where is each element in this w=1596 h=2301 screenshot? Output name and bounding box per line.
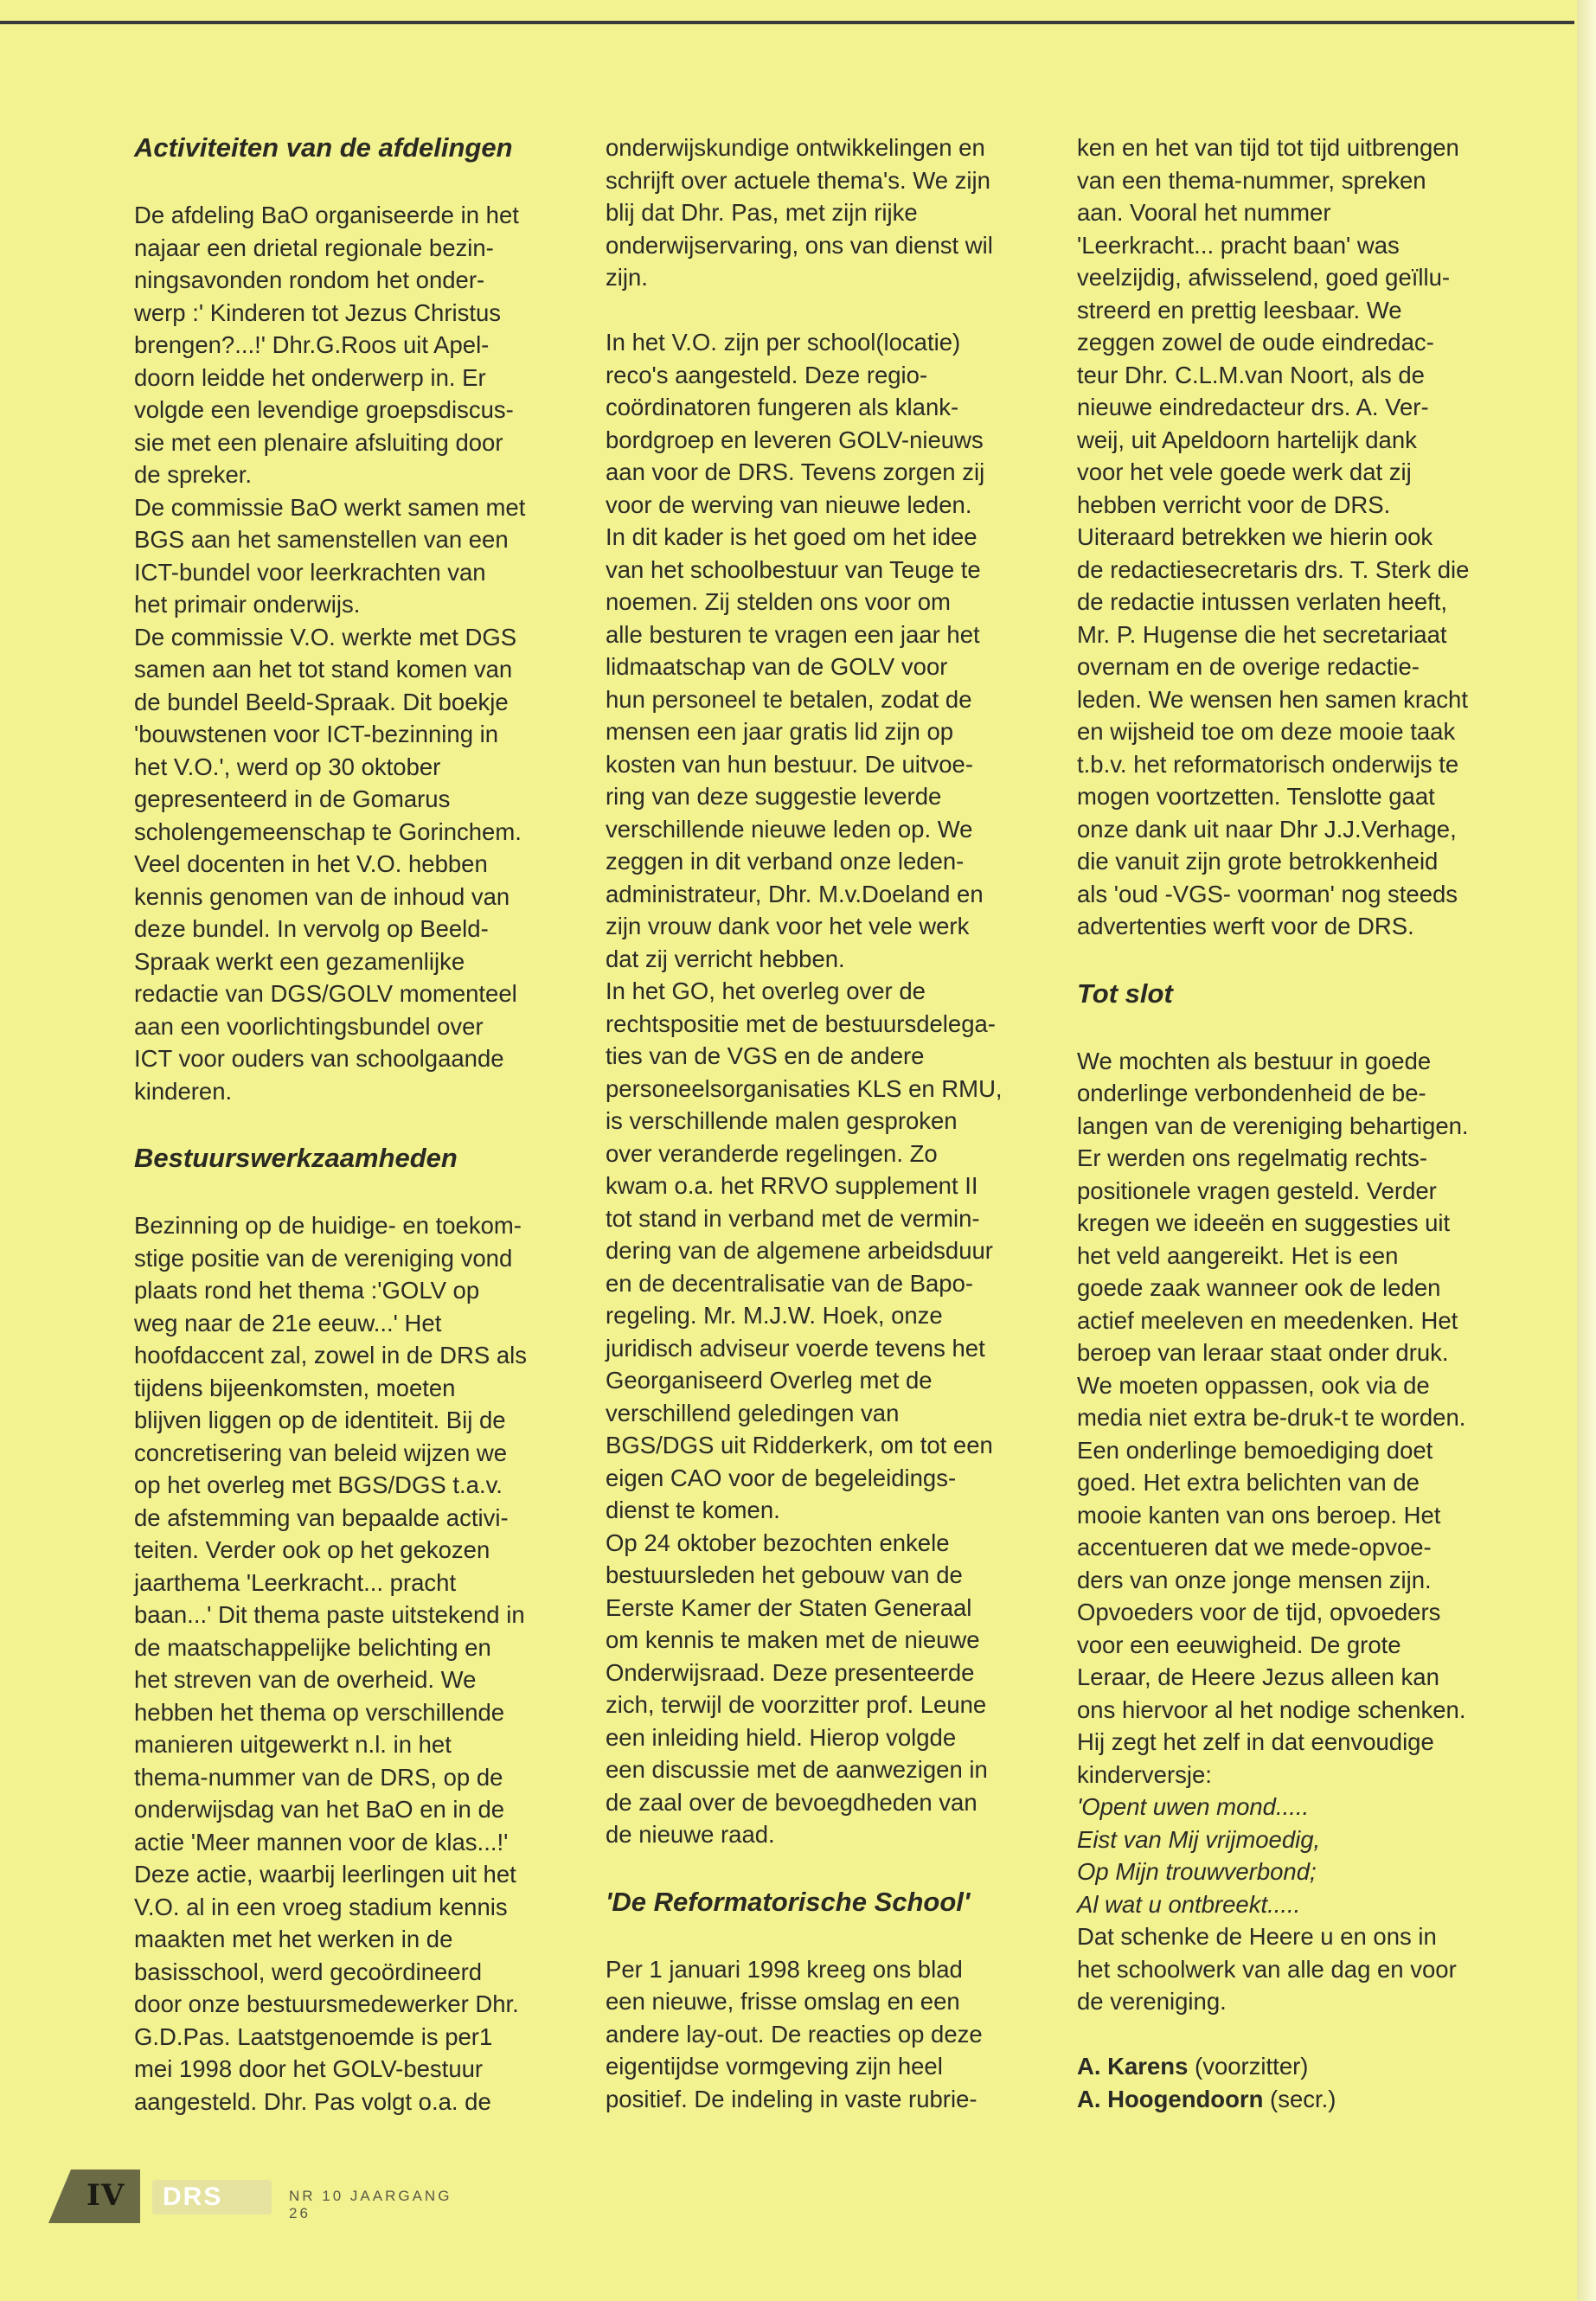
text-line: de maatschappelijke belichting en <box>134 1633 491 1661</box>
text-line: de zaal over de bevoegdheden van <box>606 1788 977 1816</box>
issue-info: NR 10 JAARGANG 26 <box>289 2188 452 2221</box>
text-line: De commissie V.O. werkte met DGS <box>134 623 517 651</box>
text-line: werp :' Kinderen tot Jezus Christus <box>134 298 502 326</box>
text-line: streerd en prettig leesbaar. We <box>1077 296 1402 324</box>
text-line: basisschool, werd gecoördineerd <box>134 1958 483 1985</box>
text-line: concretisering van beleid wijzen we <box>134 1439 508 1466</box>
text-line: veelzijdig, afwisselend, goed geïllu- <box>1077 264 1451 291</box>
text-line: positief. De indeling in vaste rubrie- <box>606 2085 977 2112</box>
text-line: het schoolwerk van alle dag en voor <box>1077 1955 1457 1983</box>
text-line: najaar een drietal regionale bezin- <box>134 234 494 261</box>
text-line: en de decentralisatie van de Bapo- <box>606 1269 974 1297</box>
text-line: aan een voorlichtingsbundel over <box>134 1012 484 1040</box>
text-line: de redactiesecretaris drs. T. Sterk die <box>1077 555 1470 583</box>
text-line: gepresenteerd in de Gomarus <box>134 785 451 812</box>
signature-name: A. Hoogendoorn <box>1077 2085 1264 2112</box>
text-line: plaats rond het thema :'GOLV op <box>134 1277 480 1304</box>
signature-block <box>1077 2050 1509 2115</box>
page-number: IV <box>87 2178 125 2213</box>
text-line: baan...' Dit thema paste uitstekend in <box>134 1601 525 1628</box>
text-line: onderwijsdag van het BaO en in de <box>134 1796 505 1823</box>
text-line: verschillende nieuwe leden op. We <box>606 815 973 843</box>
text-line: De afdeling BaO organiseerde in het <box>134 202 519 228</box>
text-line: zijn vrouw dank voor het vele werk <box>606 913 970 939</box>
text-line: Per 1 januari 1998 kreeg ons blad <box>606 1955 963 1983</box>
text-line: voor de werving van nieuwe leden. <box>606 490 972 518</box>
text-line: regeling. Mr. M.J.W. Hoek, onze <box>606 1302 943 1329</box>
text-line: ons hiervoor al het nodige schenken. <box>1077 1695 1466 1723</box>
text-line: doorn leidde het onderwerp in. Er <box>134 363 486 391</box>
text-line: eigen CAO voor de begeleidings- <box>606 1464 957 1491</box>
text-line: ICT-bundel voor leerkrachten van <box>134 558 486 586</box>
text-line: advertenties werft voor de DRS. <box>1077 913 1414 939</box>
text-line: manieren uitgewerkt n.l. in het <box>134 1731 452 1758</box>
text-line: jaarthema 'Leerkracht... pracht <box>134 1568 457 1596</box>
text-line: mensen een jaar gratis lid zijn op <box>606 718 954 745</box>
text-line: langen van de vereniging behartigen. <box>1077 1112 1469 1139</box>
heading-tot-slot: Tot slot <box>1077 977 1173 1009</box>
text-line: kinderversje: <box>1077 1760 1212 1788</box>
text-line: de redactie intussen verlaten heeft, <box>1077 588 1448 615</box>
text-line: 'bouwstenen voor ICT-bezinning in <box>134 721 499 747</box>
text-line: redactie van DGS/GOLV momenteel <box>134 980 517 1007</box>
text-line: de bundel Beeld-Spraak. Dit boekje <box>134 688 509 715</box>
text-line: Uiteraard betrekken we hierin ook <box>1077 523 1433 550</box>
heading-activiteiten: Activiteiten van de afdelingen <box>134 132 513 163</box>
text-line: overnam en de overige redactie- <box>1077 653 1420 680</box>
text-line: actief meeleven en meedenken. Het <box>1077 1306 1458 1334</box>
paragraph-tot-slot <box>1077 1045 1509 1791</box>
text-line: van het schoolbestuur van Teuge te <box>606 555 981 583</box>
text-line: Eerste Kamer der Staten Generaal <box>606 1593 972 1621</box>
text-line: onderwijskundige ontwikkelingen en <box>606 134 985 161</box>
text-line: hebben verricht voor de DRS. <box>1077 490 1391 518</box>
text-line: ring van deze suggestie leverde <box>606 783 942 810</box>
text-line: Georganiseerd Overleg met de <box>606 1367 933 1394</box>
text-line: reco's aangesteld. Deze regio- <box>606 361 928 388</box>
paragraph-afdelingen <box>134 199 567 1107</box>
text-line: van een thema-nummer, spreken <box>1077 166 1426 194</box>
text-line: Opvoeders voor de tijd, opvoeders <box>1077 1599 1441 1625</box>
text-line: ties van de VGS en de andere <box>606 1042 925 1069</box>
text-line: BGS/DGS uit Ridderkerk, om tot een <box>606 1432 993 1458</box>
text-line: In het GO, het overleg over de <box>606 977 926 1004</box>
text-line: weij, uit Apeldoorn hartelijk dank <box>1077 426 1417 453</box>
paragraph-continuation <box>606 131 1038 294</box>
text-line: goede zaak wanneer ook de leden <box>1077 1274 1441 1301</box>
text-line: kosten van hun bestuur. De uitvoe- <box>606 750 973 778</box>
text-line: is verschillende malen gesproken <box>606 1107 958 1134</box>
text-line: ningsavonden rondom het onder- <box>134 266 485 293</box>
text-line: samen aan het tot stand komen van <box>134 656 513 683</box>
text-line: een inleiding hield. Hierop volgde <box>606 1723 957 1751</box>
text-line: BGS aan het samenstellen van een <box>134 526 509 553</box>
column-1 <box>134 131 567 2118</box>
text-line: bestuursleden het gebouw van de <box>606 1561 963 1588</box>
top-rule <box>0 21 1574 24</box>
text-line: zijn. <box>606 264 648 291</box>
text-line: de vereniging. <box>1077 1988 1227 2015</box>
text-line: 'Leerkracht... pracht baan' was <box>1077 231 1400 259</box>
text-line: ken en het van tijd tot tijd uitbrengen <box>1077 134 1459 161</box>
text-line: rechtspositie met de bestuursdelega- <box>606 1009 996 1037</box>
text-line: Dat schenke de Heere u en ons in <box>1077 1923 1437 1950</box>
text-line: voor het vele goede werk dat zij <box>1077 458 1412 485</box>
text-line: teiten. Verder ook op het gekozen <box>134 1536 490 1563</box>
paragraph-vo-go <box>606 326 1038 1851</box>
text-line: onderwijservaring, ons van dienst wil <box>606 231 993 259</box>
text-line: bordgroep en leveren GOLV-nieuws <box>606 426 984 453</box>
text-line: 'Opent uwen mond..... <box>1077 1793 1310 1820</box>
text-line: volgde een levendige groepsdiscus- <box>134 396 514 423</box>
text-line: blijven liggen op de identiteit. Bij de <box>134 1407 506 1433</box>
text-line: alle besturen te vragen een jaar het <box>606 620 980 648</box>
text-line: eigentijdse vormgeving zijn heel <box>606 2053 943 2080</box>
text-line: Veel docenten in het V.O. hebben <box>134 850 488 877</box>
text-line: juridisch adviseur voerde tevens het <box>606 1334 985 1362</box>
text-line: scholengemeenschap te Gorinchem. <box>134 817 522 845</box>
text-line: Er werden ons regelmatig rechts- <box>1077 1144 1428 1171</box>
text-line: zeggen in dit verband onze leden- <box>606 848 965 875</box>
text-line: Op Mijn trouwverbond; <box>1077 1858 1317 1885</box>
text-line: het veld aangereikt. Het is een <box>1077 1241 1399 1269</box>
text-line: accentueren dat we mede-opvoe- <box>1077 1534 1432 1561</box>
text-line: mei 1998 door het GOLV-bestuur <box>134 2055 484 2082</box>
text-line: blij dat Dhr. Pas, met zijn rijke <box>606 199 918 226</box>
text-line: de nieuwe raad. <box>606 1821 775 1848</box>
text-line: ICT voor ouders van schoolgaande <box>134 1045 504 1072</box>
text-line: zeggen zowel de oude eindredac- <box>1077 329 1434 356</box>
paragraph-bestuurswerkzaamheden <box>134 1209 567 2118</box>
text-line: die vanuit zijn grote betrokkenheid <box>1077 848 1439 875</box>
text-line: zich, terwijl de voorzitter prof. Leune <box>606 1691 987 1718</box>
text-line: Al wat u ontbreekt..... <box>1077 1890 1301 1918</box>
text-line: Leraar, de Heere Jezus alleen kan <box>1077 1663 1439 1690</box>
paragraph-closing <box>1077 1920 1509 2018</box>
text-line: teur Dhr. C.L.M.van Noort, als de <box>1077 361 1425 388</box>
text-line: onze dank uit naar Dhr J.J.Verhage, <box>1077 815 1457 843</box>
text-line: brengen?...!' Dhr.G.Roos uit Apel- <box>134 331 490 358</box>
text-line: tot stand in verband met de vermin- <box>606 1204 980 1232</box>
signature-name: A. Karens <box>1077 2053 1189 2080</box>
text-line: maakten met het werken in de <box>134 1926 453 1952</box>
text-line: aan voor de DRS. Tevens zorgen zij <box>606 458 985 485</box>
paragraph-redactie <box>1077 131 1509 943</box>
text-line: lidmaatschap van de GOLV voor <box>606 653 948 680</box>
text-line: dering van de algemene arbeidsduur <box>606 1237 993 1264</box>
text-line: Een onderlinge bemoediging doet <box>1077 1436 1433 1464</box>
text-line: door onze bestuursmedewerker Dhr. <box>134 1990 519 2017</box>
text-line: op het overleg met BGS/DGS t.a.v. <box>134 1471 503 1498</box>
text-line: actie 'Meer mannen voor de klas...!' <box>134 1828 509 1856</box>
heading-bestuurswerkzaamheden: Bestuurswerkzaamheden <box>134 1143 458 1173</box>
text-line: een discussie met de aanwezigen in <box>606 1756 988 1783</box>
text-line: sie met een plenaire afsluiting door <box>134 428 503 456</box>
text-line: t.b.v. het reformatorisch onderwijs te <box>1077 750 1459 778</box>
text-line: We moeten oppassen, ook via de <box>1077 1371 1430 1399</box>
text-line: tijdens bijeenkomsten, moeten <box>134 1374 456 1401</box>
text-line: G.D.Pas. Laatstgenoemde is per1 <box>134 2022 493 2050</box>
text-line: thema-nummer van de DRS, op de <box>134 1763 503 1791</box>
column-3 <box>1077 131 1509 2115</box>
text-line: coördinatoren fungeren als klank- <box>606 394 959 420</box>
text-line: hebben het thema op verschillende <box>134 1698 505 1726</box>
text-line: goed. Het extra belichten van de <box>1077 1469 1420 1496</box>
text-line: beroep van leraar staat onder druk. <box>1077 1339 1449 1366</box>
text-line: aangesteld. Dhr. Pas volgt o.a. de <box>134 2087 491 2115</box>
paragraph-gap <box>1077 2018 1509 2051</box>
text-line: mooie kanten van ons beroep. Het <box>1077 1501 1441 1529</box>
text-line: de spreker. <box>134 461 253 488</box>
text-line: en wijsheid toe om deze mooie taak <box>1077 718 1456 745</box>
text-line: hun personeel te betalen, zodat de <box>606 685 972 713</box>
text-line: media niet extra be-druk-t te worden. <box>1077 1404 1466 1431</box>
text-line: onderlinge verbondenheid de be- <box>1077 1080 1426 1106</box>
drs-logo: DRS <box>163 2182 223 2211</box>
text-line: De commissie BaO werkt samen met <box>134 493 526 521</box>
text-line: om kennis te maken met de nieuwe <box>606 1626 980 1653</box>
text-line: Op 24 oktober bezochten enkele <box>606 1529 950 1556</box>
text-line: V.O. al in een vroeg stadium kennis <box>134 1893 508 1920</box>
text-line: het streven van de overheid. We <box>134 1666 477 1693</box>
signature-line <box>1077 2050 1509 2083</box>
text-line: dienst te komen. <box>606 1497 780 1523</box>
text-line: nieuwe eindredacteur drs. A. Ver- <box>1077 394 1429 420</box>
text-line: stige positie van de vereniging vond <box>134 1244 513 1272</box>
signature-role: (voorzitter) <box>1195 2053 1309 2080</box>
text-line: noemen. Zij stelden ons voor om <box>606 588 951 615</box>
text-line: Mr. P. Hugense die het secretariaat <box>1077 620 1447 648</box>
text-line: voor een eeuwigheid. De grote <box>1077 1631 1401 1658</box>
text-line: personeelsorganisaties KLS en RMU, <box>606 1074 1003 1102</box>
verse <box>1077 1791 1509 1920</box>
text-line: het V.O.', werd op 30 oktober <box>134 753 441 780</box>
text-line: In dit kader is het goed om het idee <box>606 523 977 550</box>
text-line: ders van onze jonge mensen zijn. <box>1077 1566 1432 1593</box>
signature-role: (secr.) <box>1270 2085 1336 2112</box>
text-line: andere lay-out. De reacties op deze <box>606 2020 983 2048</box>
text-line: Bezinning op de huidige- en toekom- <box>134 1212 522 1239</box>
text-line: als 'oud -VGS- voorman' nog steeds <box>1077 880 1458 907</box>
text-line: een nieuwe, frisse omslag en een <box>606 1988 960 2015</box>
paragraph-gap <box>606 294 1038 327</box>
text-line: Onderwijsraad. Deze presenteerde <box>606 1658 975 1686</box>
heading-reformatorische-school: 'De Reformatorische School' <box>606 1886 971 1917</box>
text-line: kinderen. <box>134 1077 233 1105</box>
text-line: Spraak werkt een gezamenlijke <box>134 947 465 975</box>
text-line: hoofdaccent zal, zowel in de DRS als <box>134 1342 527 1368</box>
paragraph-reformatorische-school <box>606 1953 1038 2116</box>
column-2 <box>606 131 1038 2115</box>
text-line: weg naar de 21e eeuw...' Het <box>134 1309 442 1336</box>
text-line: Eist van Mij vrijmoedig, <box>1077 1825 1321 1853</box>
text-line: mogen voortzetten. Tenslotte gaat <box>1077 783 1435 810</box>
text-line: schrijft over actuele thema's. We zijn <box>606 166 990 194</box>
text-line: kennis genomen van de inhoud van <box>134 882 510 910</box>
text-line: dat zij verricht hebben. <box>606 945 845 972</box>
text-line: het primair onderwijs. <box>134 591 361 618</box>
text-line: administrateur, Dhr. M.v.Doeland en <box>606 880 984 907</box>
text-line: positionele vragen gesteld. Verder <box>1077 1176 1437 1204</box>
text-line: We mochten als bestuur in goede <box>1077 1047 1432 1074</box>
text-line: In het V.O. zijn per school(locatie) <box>606 329 961 356</box>
page-edge-shadow <box>1577 0 1596 2301</box>
text-line: kwam o.a. het RRVO supplement II <box>606 1172 978 1199</box>
page-footer <box>48 2170 464 2223</box>
text-line: deze bundel. In vervolg op Beeld- <box>134 915 489 942</box>
text-line: Hij zegt het zelf in dat eenvoudige <box>1077 1728 1434 1755</box>
text-line: kregen we ideeën en suggesties uit <box>1077 1209 1451 1236</box>
text-line: leden. We wensen hen samen kracht <box>1077 685 1468 713</box>
text-line: de afstemming van bepaalde activi- <box>134 1503 509 1531</box>
text-line: over veranderde regelingen. Zo <box>606 1139 938 1167</box>
text-line: verschillend geledingen van <box>606 1399 900 1426</box>
text-line: Deze actie, waarbij leerlingen uit het <box>134 1861 516 1888</box>
text-line: aan. Vooral het nummer <box>1077 199 1331 226</box>
signature-line <box>1077 2083 1509 2116</box>
